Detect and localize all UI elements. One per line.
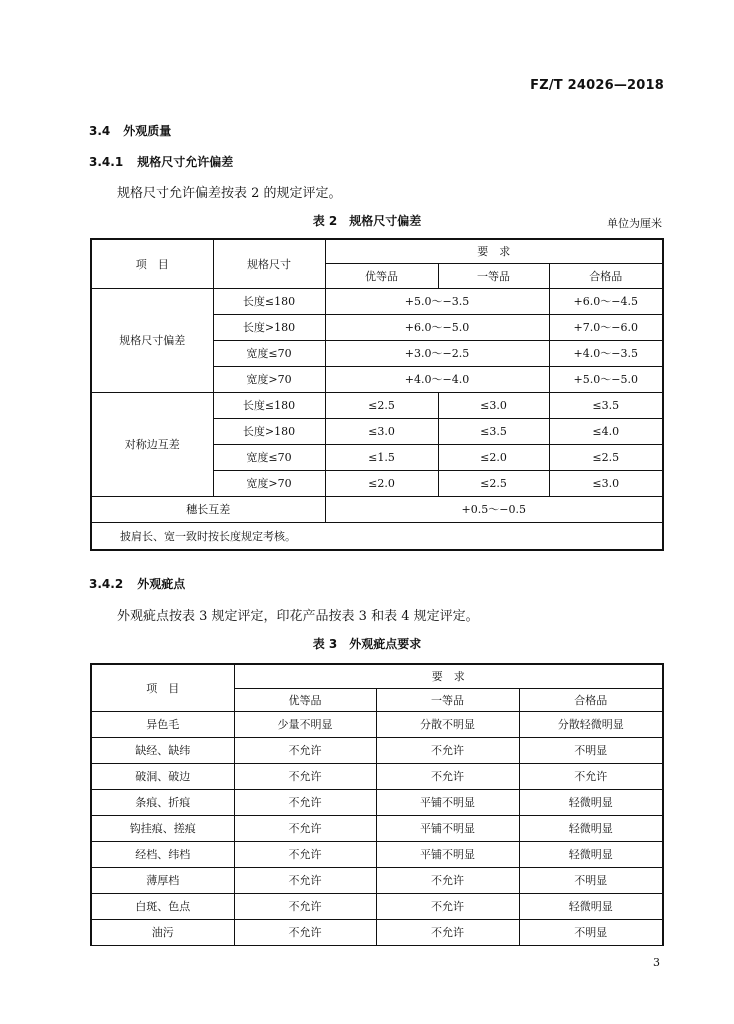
table2-superior-value: ≤1.5: [325, 444, 438, 470]
table3-superior-value: 不允许: [234, 789, 376, 815]
table2-spec: 长度>180: [213, 418, 325, 444]
table3-superior-value: 不允许: [234, 763, 376, 789]
table3-item: 缺经、缺纬: [91, 737, 234, 763]
table2-caption: 表 2 规格尺寸偏差: [312, 214, 422, 228]
table3-superior-value: 不允许: [234, 841, 376, 867]
table3-first-value: 分散不明显: [376, 711, 519, 737]
table2-first-value: ≤2.5: [438, 470, 549, 496]
table2-first-value: ≤3.5: [438, 418, 549, 444]
table3-qualified-value: 轻微明显: [519, 815, 663, 841]
table-row: [91, 789, 663, 815]
page-number: 3: [653, 956, 660, 969]
table3-first-value: 平铺不明显: [376, 789, 519, 815]
table2-header-superior: 优等品: [325, 263, 438, 288]
table3-first-value: 不允许: [376, 867, 519, 893]
table2-qualified-value: ≤3.5: [549, 392, 663, 418]
table3-header-qualified: 合格品: [519, 688, 663, 711]
table3-first-value: 不允许: [376, 919, 519, 945]
table2-header-requirement: 要 求: [325, 239, 663, 263]
table-row: [91, 815, 663, 841]
table2-spec: 宽度≤70: [213, 340, 325, 366]
table-row: [91, 711, 663, 737]
table3-item: 油污: [91, 919, 234, 945]
table3-item: 异色毛: [91, 711, 234, 737]
section-title: 外观质量: [123, 124, 172, 138]
section-number: 3.4.1: [89, 155, 124, 169]
table2: [90, 238, 664, 551]
table3-qualified-value: 轻微明显: [519, 893, 663, 919]
table3-header-item: 项 目: [91, 664, 234, 711]
table-row: [91, 496, 663, 522]
table2-note: 披肩长、宽一致时按长度规定考核。: [91, 522, 663, 550]
table3-caption: 表 3 外观疵点要求: [312, 637, 422, 651]
table2-spec: 长度>180: [213, 314, 325, 340]
table2-header-first: 一等品: [438, 263, 549, 288]
table2-header-row: [91, 239, 663, 263]
table2-first-value: ≤2.0: [438, 444, 549, 470]
table2-superior-value: ≤3.0: [325, 418, 438, 444]
table3-item: 经档、纬档: [91, 841, 234, 867]
table2-merged-value: +6.0～−5.0: [325, 314, 549, 340]
table2-qualified-value: +4.0～−3.5: [549, 340, 663, 366]
table3-first-value: 不允许: [376, 763, 519, 789]
section-3-4-1-heading: [89, 153, 233, 170]
table3-qualified-value: 不明显: [519, 737, 663, 763]
table-row: [91, 392, 663, 418]
section-title: 规格尺寸允许偏差: [137, 155, 234, 169]
table3-header-row: [91, 664, 663, 688]
table3-header-first: 一等品: [376, 688, 519, 711]
table3-superior-value: 不允许: [234, 815, 376, 841]
table3-superior-value: 少量不明显: [234, 711, 376, 737]
table2-group-name: 规格尺寸偏差: [91, 288, 213, 392]
table3-header-requirement: 要 求: [234, 664, 663, 688]
table2-spec: 宽度>70: [213, 470, 325, 496]
table3-first-value: 平铺不明显: [376, 841, 519, 867]
table3-superior-value: 不允许: [234, 737, 376, 763]
table-row: [91, 893, 663, 919]
table2-spec: 长度≤180: [213, 392, 325, 418]
table3-item: 白斑、色点: [91, 893, 234, 919]
table3-qualified-value: 不允许: [519, 763, 663, 789]
table3-item: 薄厚档: [91, 867, 234, 893]
table-row: [91, 841, 663, 867]
table3-qualified-value: 不明显: [519, 919, 663, 945]
table2-group-name: 对称边互差: [91, 392, 213, 496]
table3-qualified-value: 不明显: [519, 867, 663, 893]
table2-header-qualified: 合格品: [549, 263, 663, 288]
section-3-4-1-paragraph: 规格尺寸允许偏差按表 2 的规定评定。: [117, 186, 342, 201]
table3-qualified-value: 分散轻微明显: [519, 711, 663, 737]
table2-superior-value: ≤2.5: [325, 392, 438, 418]
table2-header-item: 项 目: [91, 239, 213, 288]
table-row: [91, 867, 663, 893]
table3-superior-value: 不允许: [234, 893, 376, 919]
table2-qualified-value: +7.0～−6.0: [549, 314, 663, 340]
section-number: 3.4.2: [89, 577, 124, 591]
section-title: 外观疵点: [137, 577, 186, 591]
table2-superior-value: ≤2.0: [325, 470, 438, 496]
table-row: [91, 288, 663, 314]
table3-first-value: 不允许: [376, 893, 519, 919]
section-3-4-heading: [89, 122, 171, 139]
table3-header-superior: 优等品: [234, 688, 376, 711]
table2-first-value: ≤3.0: [438, 392, 549, 418]
table3-qualified-value: 轻微明显: [519, 789, 663, 815]
table2-qualified-value: +5.0～−5.0: [549, 366, 663, 392]
table3-item: 条痕、折痕: [91, 789, 234, 815]
table-row: [91, 919, 663, 945]
table2-qualified-value: +6.0～−4.5: [549, 288, 663, 314]
table2-fringe-value: +0.5～−0.5: [325, 496, 663, 522]
table2-merged-value: +4.0～−4.0: [325, 366, 549, 392]
table3: [90, 663, 664, 946]
table-row: [91, 737, 663, 763]
section-3-4-2-paragraph: 外观疵点按表 3 规定评定，印花产品按表 3 和表 4 规定评定。: [117, 609, 479, 624]
table3-superior-value: 不允许: [234, 867, 376, 893]
table2-unit: 单位为厘米: [607, 217, 662, 230]
table2-merged-value: +3.0～−2.5: [325, 340, 549, 366]
table-row: [91, 763, 663, 789]
table2-qualified-value: ≤3.0: [549, 470, 663, 496]
section-number: 3.4: [89, 124, 111, 138]
table2-spec: 宽度≤70: [213, 444, 325, 470]
table2-header-spec: 规格尺寸: [213, 239, 325, 288]
table2-spec: 长度≤180: [213, 288, 325, 314]
table2-note-row: [91, 522, 663, 550]
table3-superior-value: 不允许: [234, 919, 376, 945]
table2-qualified-value: ≤2.5: [549, 444, 663, 470]
table3-item: 钩挂痕、搓痕: [91, 815, 234, 841]
table2-fringe-label: 穗长互差: [91, 496, 325, 522]
table2-qualified-value: ≤4.0: [549, 418, 663, 444]
standard-number: FZ/T 24026—2018: [530, 78, 664, 93]
table3-first-value: 平铺不明显: [376, 815, 519, 841]
table3-qualified-value: 轻微明显: [519, 841, 663, 867]
table2-spec: 宽度>70: [213, 366, 325, 392]
table3-item: 破洞、破边: [91, 763, 234, 789]
table3-first-value: 不允许: [376, 737, 519, 763]
section-3-4-2-heading: [89, 575, 185, 592]
table2-merged-value: +5.0～−3.5: [325, 288, 549, 314]
